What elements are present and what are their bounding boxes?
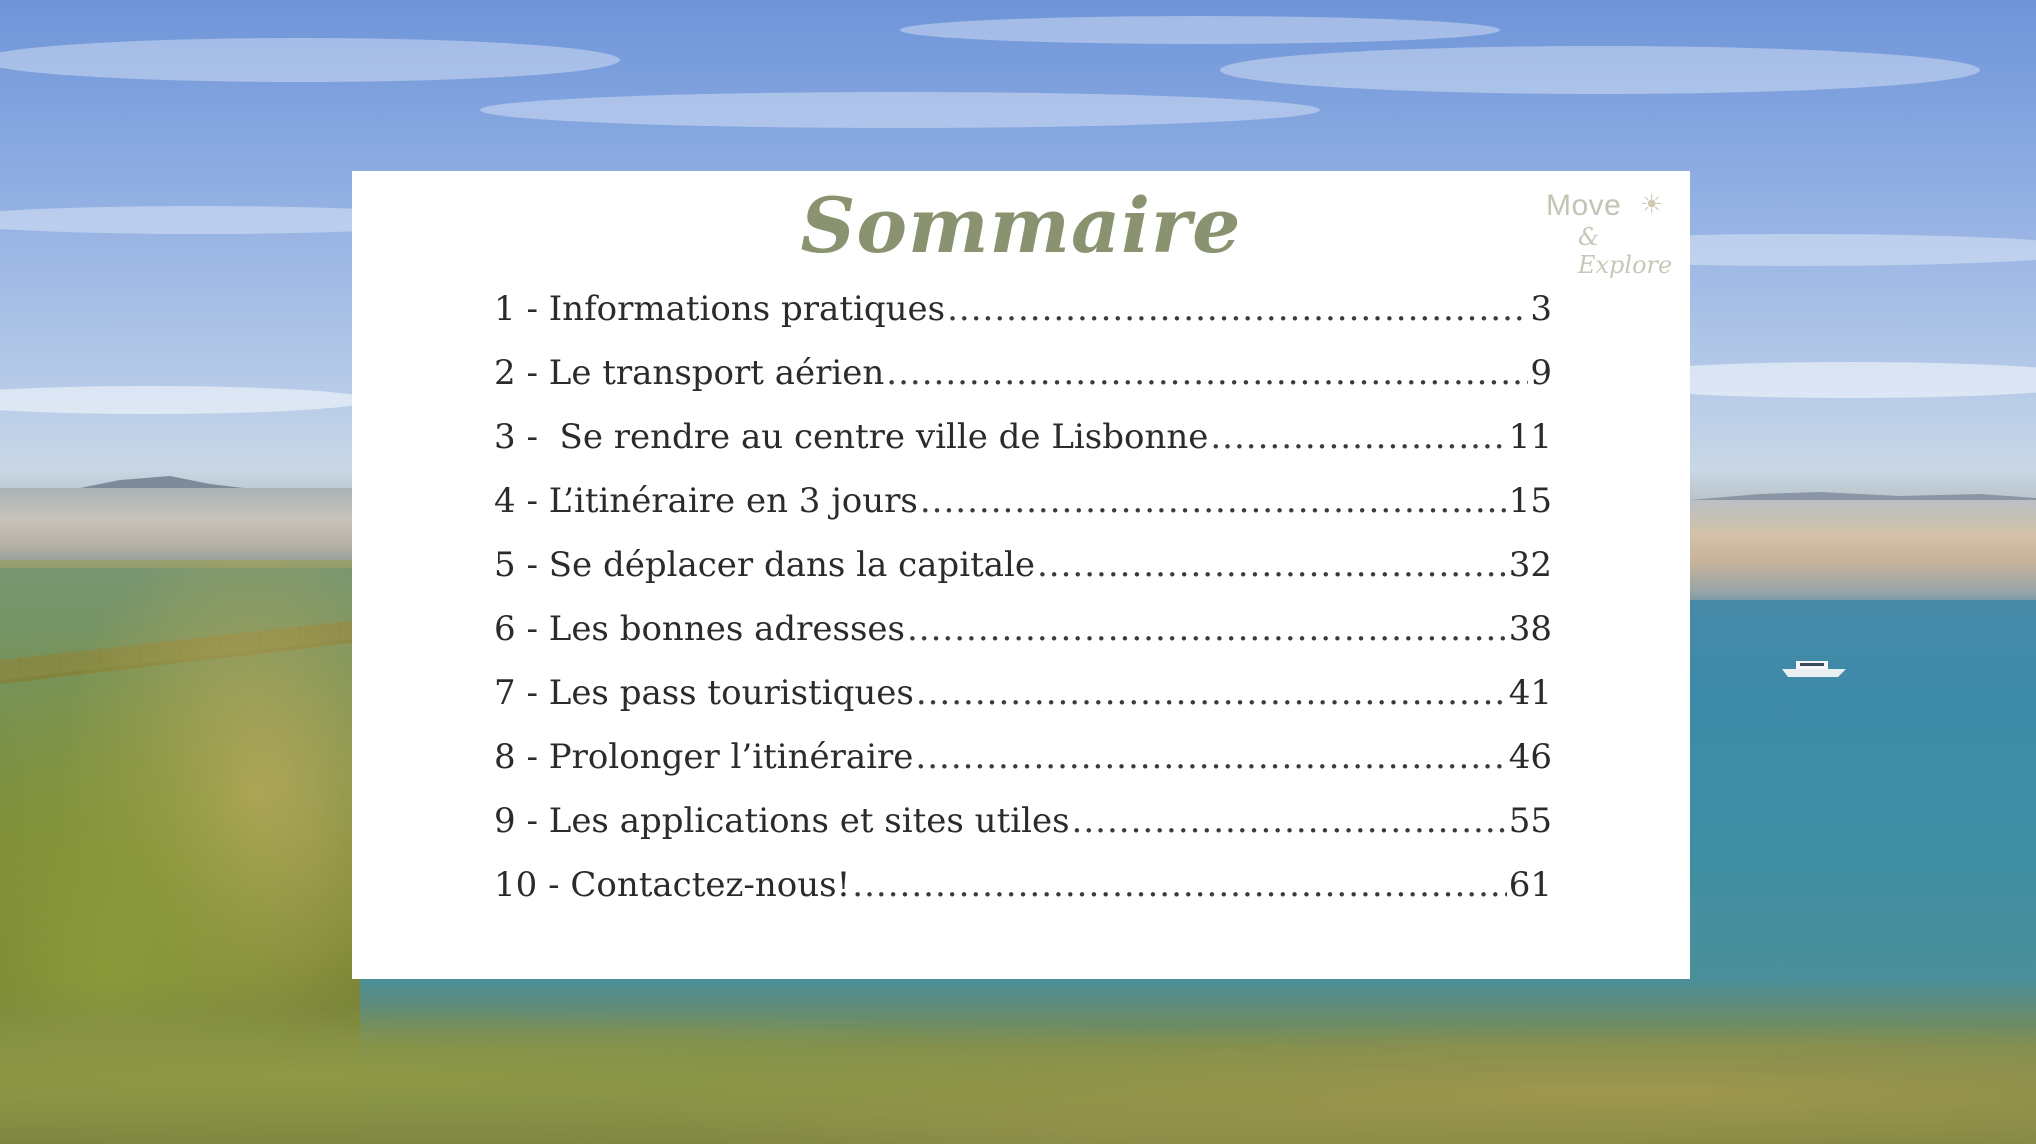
toc-item[interactable] [494, 673, 1552, 737]
toc-item[interactable] [494, 417, 1552, 481]
toc-leader-dots [1037, 545, 1507, 585]
logo-move-text: Move [1546, 189, 1622, 222]
toc-item[interactable] [494, 289, 1552, 353]
sun-icon: ☀ [1640, 190, 1664, 220]
toc-item-label: 5 - Se déplacer dans la capitale [494, 545, 1035, 585]
page-title: Sommaire [800, 181, 1242, 270]
background-boat [1780, 655, 1850, 679]
logo-explore-text: & Explore [1578, 223, 1673, 279]
toc-item-page: 3 [1530, 289, 1552, 329]
toc-item-label: 3 - Se rendre au centre ville de Lisbonne [494, 417, 1209, 457]
toc-item[interactable] [494, 609, 1552, 673]
toc-item[interactable] [494, 737, 1552, 801]
toc-item[interactable] [494, 481, 1552, 545]
toc-leader-dots [1072, 801, 1507, 841]
toc-leader-dots [852, 865, 1506, 905]
toc-item-page: 32 [1508, 545, 1552, 585]
toc-item-page: 46 [1508, 737, 1552, 777]
brand-logo [1544, 189, 1684, 279]
toc-leader-dots [907, 609, 1507, 649]
toc-item-label: 2 - Le transport aérien [494, 353, 885, 393]
background-city-left [0, 488, 360, 568]
toc-item-label: 1 - Informations pratiques [494, 289, 946, 329]
toc-item-page: 9 [1530, 353, 1552, 393]
toc-item-page: 38 [1508, 609, 1552, 649]
toc-item-label: 6 - Les bonnes adresses [494, 609, 905, 649]
toc-item[interactable] [494, 865, 1552, 929]
toc-item-label: 10 - Contactez-nous! [494, 865, 851, 905]
toc-item-label: 8 - Prolonger l’itinéraire [494, 737, 914, 777]
toc-item[interactable] [494, 801, 1552, 865]
toc-item-label: 9 - Les applications et sites utiles [494, 801, 1070, 841]
toc-leader-dots [920, 481, 1507, 521]
toc-item-page: 55 [1508, 801, 1552, 841]
table-of-contents-card [352, 171, 1690, 979]
toc-leader-dots [915, 737, 1506, 777]
toc-leader-dots [886, 353, 1528, 393]
toc-leader-dots [947, 289, 1528, 329]
toc-item-label: 7 - Les pass touristiques [494, 673, 914, 713]
toc-item[interactable] [494, 545, 1552, 609]
toc-item-page: 15 [1508, 481, 1552, 521]
toc-item-page: 41 [1508, 673, 1552, 713]
toc-item-label: 4 - L’itinéraire en 3 jours [494, 481, 918, 521]
toc-leader-dots [916, 673, 1507, 713]
toc-item-page: 11 [1508, 417, 1552, 457]
toc-item[interactable] [494, 353, 1552, 417]
background-vegetation-bottom [0, 980, 2036, 1144]
toc-item-page: 61 [1508, 865, 1552, 905]
toc-list [494, 289, 1552, 929]
background-city-right [1690, 500, 2036, 600]
toc-leader-dots [1210, 417, 1506, 457]
